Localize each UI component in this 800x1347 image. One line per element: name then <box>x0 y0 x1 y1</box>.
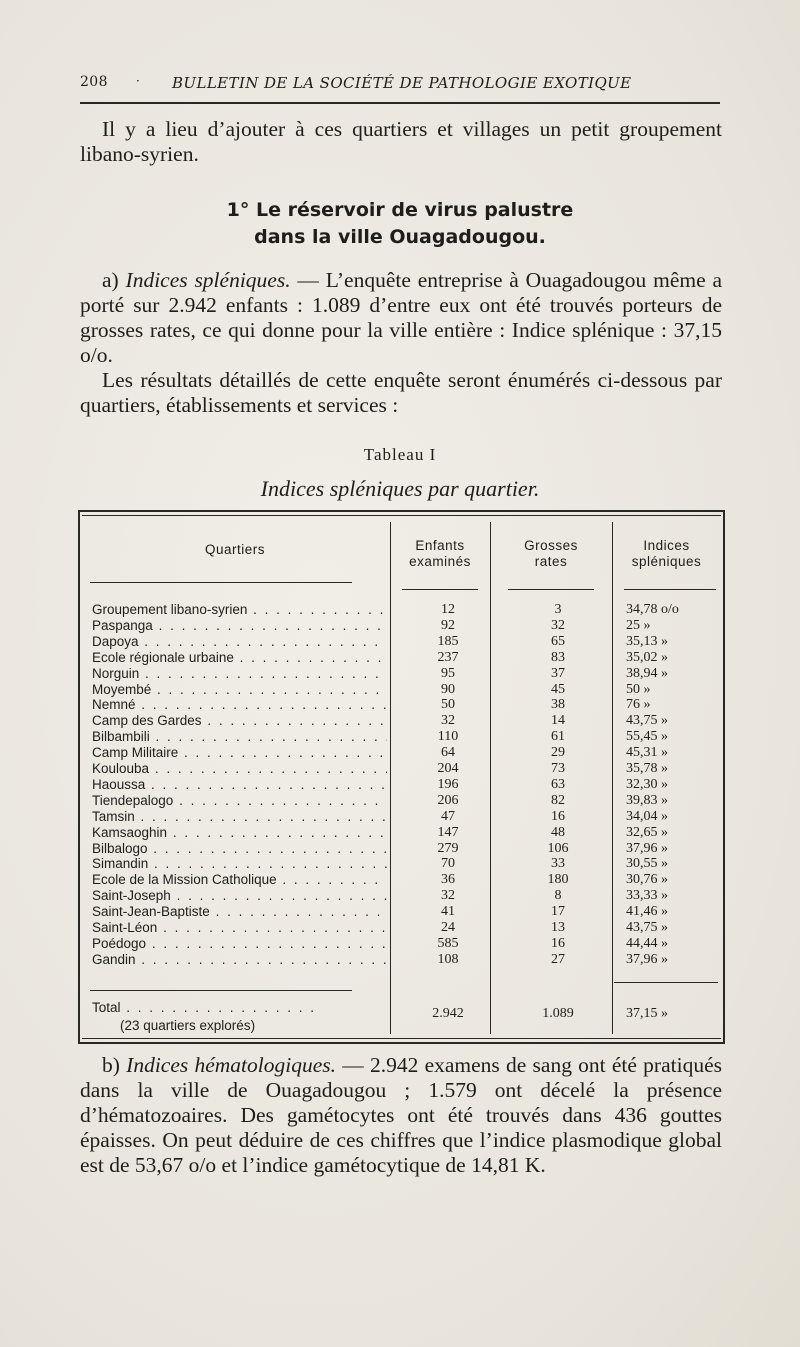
table-row <box>80 936 723 952</box>
cell-grosses: 38 <box>551 697 565 713</box>
cell-grosses: 61 <box>551 729 565 745</box>
table-row <box>80 904 723 920</box>
page-number: 208 <box>80 74 108 90</box>
cell-indice: 37,96 » <box>626 951 668 967</box>
cell-grosses: 37 <box>551 665 565 681</box>
intro-paragraph <box>80 117 722 167</box>
cell-quartier: Saint-Léon . . . <box>92 920 387 936</box>
header-grosses <box>492 538 610 570</box>
table-row <box>80 697 723 713</box>
splenic-paragraph-2: Les résultats détaillés de cette enquête seront énumérés ci-dessous par quartiers, établissements et services : <box>80 368 722 417</box>
cell-quartier: Camp Militaire . . . <box>92 745 387 761</box>
cell-quartier: Poédogo . . . <box>92 936 387 952</box>
cell-grosses: 45 <box>551 681 565 697</box>
section-heading <box>170 197 630 251</box>
table-row <box>80 809 723 825</box>
cell-grosses: 8 <box>554 888 562 904</box>
cell-enfants: 279 <box>437 840 459 856</box>
intro-text: Il y a lieu d’ajouter à ces quartiers et villages un petit groupement libano-syrien. <box>80 117 722 166</box>
cell-enfants: 90 <box>441 681 455 697</box>
cell-quartier: Ecole de la Mission Catholique . . . <box>92 872 387 888</box>
cell-enfants: 32 <box>441 713 455 729</box>
cell-indice: 76 » <box>626 697 651 713</box>
cell-grosses: 180 <box>547 872 569 888</box>
cell-quartier: Groupement libano-syrien . . . <box>92 602 387 618</box>
cell-grosses: 65 <box>551 633 565 649</box>
table-row <box>80 841 723 857</box>
section-b-label: b) <box>102 1053 127 1077</box>
running-header <box>80 74 720 96</box>
cell-indice: 37,96 » <box>626 840 668 856</box>
cell-indice: 25 » <box>626 617 651 633</box>
cell-enfants: 585 <box>437 935 459 951</box>
total-rule-quartiers <box>90 990 352 991</box>
cell-quartier: Ecole régionale urbaine . . . <box>92 650 387 666</box>
cell-enfants: 24 <box>441 920 455 935</box>
header-mark: · <box>136 74 141 88</box>
cell-quartier: Simandin . . . <box>92 856 387 872</box>
cell-quartier: Kamsaoghin . . . <box>92 825 387 841</box>
cell-quartier: Haoussa . . . <box>92 777 387 793</box>
table-row <box>80 793 723 809</box>
header-indices <box>614 538 719 570</box>
splenic-paragraph-1 <box>80 268 722 368</box>
journal-title: BULLETIN DE LA SOCIÉTÉ DE PATHOLOGIE EXOTIQUE <box>172 74 632 92</box>
splenic-indices-paragraph <box>80 268 722 418</box>
cell-enfants: 64 <box>441 745 455 761</box>
cell-quartier: Camp des Gardes . . . <box>92 713 387 729</box>
section-a-text: — L’enquête entreprise à Ouagadougou même a porté sur 2.942 enfants : 1.089 d’entre eux ont été trouvés porteurs de grosses rates, ce qui donne pour la ville entière : Indice splénique : 37,15 o/o. <box>80 268 723 367</box>
cell-quartier: Nemné . . . <box>92 697 387 713</box>
cell-indice: 32,65 » <box>626 824 668 840</box>
cell-indice: 55,45 » <box>626 729 668 745</box>
cell-indice: 34,04 » <box>626 808 668 824</box>
table-row <box>80 713 723 729</box>
cell-enfants: 147 <box>437 824 459 840</box>
cell-indice: 35,02 » <box>626 649 668 665</box>
cell-indice: 41,46 » <box>626 904 668 920</box>
cell-grosses: 82 <box>551 792 565 808</box>
cell-grosses: 17 <box>551 904 565 920</box>
cell-grosses: 16 <box>551 935 565 951</box>
cell-enfants: 70 <box>441 856 455 872</box>
cell-enfants: 206 <box>437 792 459 808</box>
cell-indice: 43,75 » <box>626 713 668 729</box>
cell-grosses: 32 <box>551 617 565 633</box>
section-a-heading: Indices spléniques. <box>125 268 291 292</box>
header-enfants <box>392 538 488 570</box>
cell-quartier: Tiendepalogo . . . <box>92 793 387 809</box>
cell-grosses: 29 <box>551 745 565 761</box>
header-rule <box>80 102 720 104</box>
cell-enfants: 204 <box>437 761 459 776</box>
cell-grosses: 33 <box>551 856 565 872</box>
header-rule-grosses <box>508 589 594 590</box>
table-row <box>80 602 723 618</box>
cell-enfants: 47 <box>441 808 455 824</box>
table-row <box>80 618 723 634</box>
table-row <box>80 856 723 872</box>
table-row <box>80 650 723 666</box>
cell-indice: 30,76 » <box>626 872 668 888</box>
table-row <box>80 777 723 793</box>
table-row <box>80 666 723 682</box>
total-sublabel: (23 quartiers explorés) <box>120 1018 256 1033</box>
cell-indice: 34,78 o/o <box>626 602 679 617</box>
header-grosses-line1: Grosses <box>524 538 578 553</box>
cell-enfants: 185 <box>437 633 459 649</box>
cell-grosses: 106 <box>547 840 569 856</box>
cell-indice: 35,13 » <box>626 633 668 649</box>
cell-grosses: 27 <box>551 951 565 967</box>
table-row <box>80 825 723 841</box>
cell-indice: 50 » <box>626 681 651 697</box>
cell-grosses: 13 <box>551 920 565 935</box>
header-indices-line1: Indices <box>643 538 690 553</box>
section-heading-line1: 1° Le réservoir de virus palustre <box>226 199 574 221</box>
cell-indice: 32,30 » <box>626 776 668 792</box>
cell-quartier: Moyembé . . . <box>92 682 387 698</box>
hematology-text <box>80 1053 722 1178</box>
section-heading-line2: dans la ville Ouagadougou. <box>254 226 546 248</box>
cell-indice: 30,55 » <box>626 856 668 872</box>
cell-enfants: 110 <box>437 729 459 745</box>
cell-indice: 39,83 » <box>626 792 668 808</box>
table-row <box>80 872 723 888</box>
cell-enfants: 50 <box>441 697 455 713</box>
cell-indice: 43,75 » <box>626 920 668 935</box>
cell-indice: 38,94 » <box>626 665 668 681</box>
table-row <box>80 634 723 650</box>
header-rule-indices <box>624 589 716 590</box>
cell-indice: 33,33 » <box>626 888 668 904</box>
cell-quartier: Koulouba . . . <box>92 761 387 777</box>
section-a-label: a) <box>102 268 126 292</box>
cell-grosses: 14 <box>551 713 565 729</box>
cell-indice: 44,44 » <box>626 935 668 951</box>
cell-quartier: Saint-Joseph . . . <box>92 888 387 904</box>
header-quartiers: Quartiers <box>204 542 266 557</box>
cell-quartier: Tamsin . . . <box>92 809 387 825</box>
cell-enfants: 32 <box>441 888 455 904</box>
table-row <box>80 745 723 761</box>
cell-enfants: 12 <box>441 602 455 617</box>
cell-quartier: Gandin . . . <box>92 952 387 968</box>
cell-grosses: 63 <box>551 776 565 792</box>
total-indice: 37,15 » <box>626 1006 668 1021</box>
table-row <box>80 920 723 936</box>
hematology-paragraph <box>80 1053 722 1178</box>
cell-grosses: 48 <box>551 824 565 840</box>
table-label: Tableau I <box>363 445 437 464</box>
total-label: Total . . . <box>92 1000 316 1015</box>
cell-enfants: 41 <box>441 904 455 920</box>
cell-quartier: Dapoya . . . <box>92 634 387 650</box>
section-b-text: — 2.942 examens de sang ont été pratiqués dans la ville de Ouagadougou ; 1.579 ont décelé la présence d’hématozoaires. Des gamétocytes ont été trouvés dans 436 gouttes épaisses. On peut déduire de ces chiffres que l’indice plasmodique global est de 53,67 o/o et l’indice gamétocytique de 14,81 K. <box>80 1053 722 1177</box>
cell-enfants: 92 <box>441 617 455 633</box>
cell-quartier: Saint-Jean-Baptiste . . . <box>92 904 387 920</box>
cell-grosses: 73 <box>551 761 565 776</box>
total-rule-indices <box>614 982 718 983</box>
table-row <box>80 888 723 904</box>
table-total-row <box>80 1000 723 1036</box>
table-caption: Indices spléniques par quartier. <box>260 476 540 501</box>
cell-indice: 45,31 » <box>626 745 668 761</box>
cell-quartier: Bilbalogo . . . <box>92 841 387 857</box>
table-row <box>80 729 723 745</box>
cell-quartier: Norguin . . . <box>92 666 387 682</box>
cell-grosses: 83 <box>551 649 565 665</box>
table-row <box>80 682 723 698</box>
header-grosses-line2: rates <box>534 554 568 569</box>
header-rule-quartiers <box>90 582 352 583</box>
cell-grosses: 16 <box>551 808 565 824</box>
total-enfants: 2.942 <box>432 1006 464 1021</box>
cell-enfants: 196 <box>437 776 459 792</box>
section-b-heading: Indices hématologiques. <box>126 1053 336 1077</box>
header-rule-enfants <box>402 589 478 590</box>
cell-enfants: 108 <box>437 951 459 967</box>
table-row <box>80 952 723 968</box>
cell-enfants: 237 <box>437 649 459 665</box>
header-enfants-line1: Enfants <box>415 538 465 553</box>
cell-enfants: 95 <box>441 665 455 681</box>
header-enfants-line2: examinés <box>409 554 471 569</box>
header-indices-line2: spléniques <box>631 554 702 569</box>
splenic-indices-table <box>78 510 725 1044</box>
cell-grosses: 3 <box>554 602 562 617</box>
cell-indice: 35,78 » <box>626 761 668 776</box>
cell-quartier: Paspanga . . . <box>92 618 387 634</box>
cell-enfants: 36 <box>441 872 455 888</box>
total-grosses: 1.089 <box>542 1006 574 1021</box>
cell-quartier: Bilbambili . . . <box>92 729 387 745</box>
table-row <box>80 761 723 777</box>
